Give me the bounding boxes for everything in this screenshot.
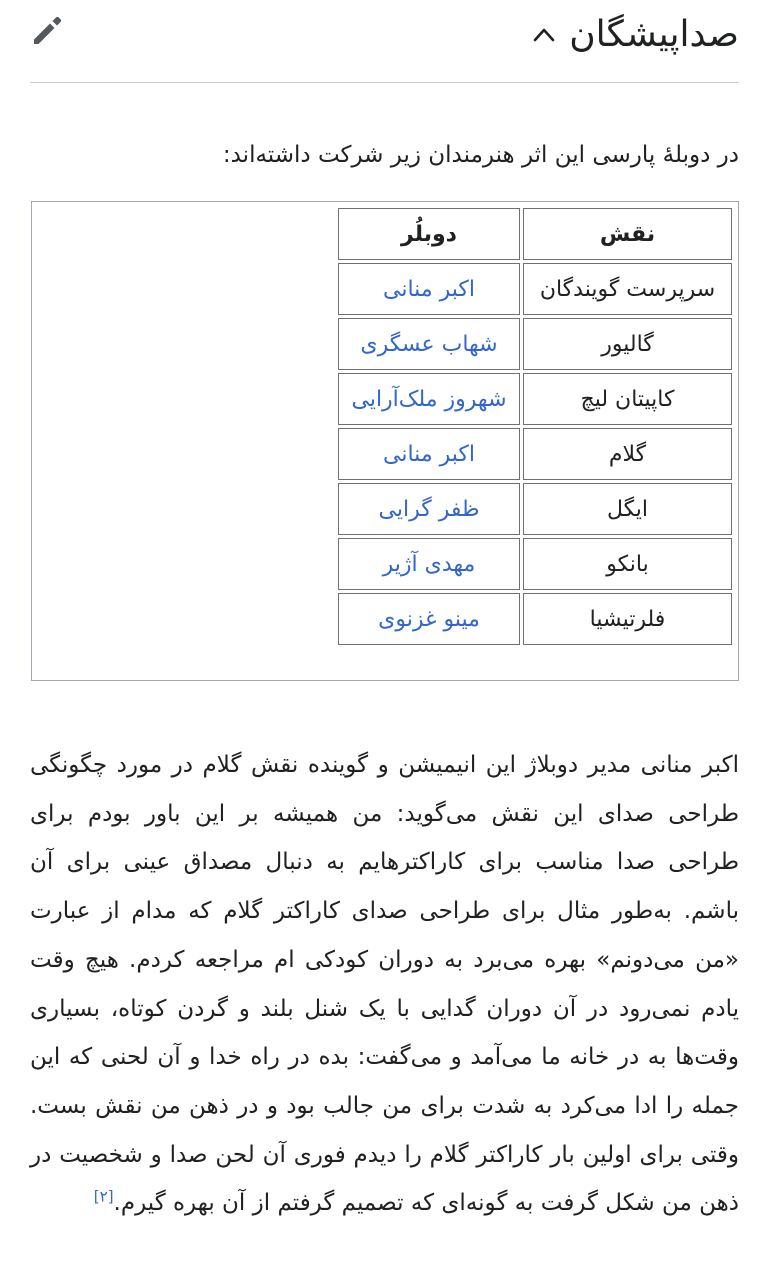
role-cell: گالیور [523, 318, 732, 370]
table-row [338, 483, 732, 535]
table-row [338, 538, 732, 590]
role-cell: کاپیتان لیچ [523, 373, 732, 425]
section-header [30, 0, 739, 83]
header-role: نقش [523, 208, 732, 260]
reference-link[interactable]: [۲] [93, 1187, 114, 1206]
pencil-icon[interactable] [30, 12, 66, 48]
table-header-row [338, 208, 732, 260]
dubber-link[interactable]: اکبر منانی [383, 276, 475, 302]
dubber-link[interactable]: ظفر گرایی [378, 496, 480, 522]
paragraph-text: اکبر منانی مدیر دوبلاژ این انیمیشن و گوینده نقش گلام در مورد چگونگی طراحی صدای این نقش می‌گوید: من همیشه بر این باور بودم برای طراحی صدا مناسب برای کاراکترهایم به دنبال مصداق عینی برای آن باشم. به‌طور مثال برای طراحی صدای کاراکتر گلام که مدام از عبارت «من می‌دونم» بهره می‌برد به دوران کودکی ام مراجعه کردم. هیچ وقت یادم نمی‌رود در آن دوران گدایی با یک شنل بلند و گردن کوتاه، بسیاری وقت‌ها به در خانه ما می‌آمد و می‌گفت: بده در راه خدا و آن لحنی که این جمله را ادا می‌کرد به شدت برای من جالب بود و در ذهن من نقش بست. وقتی برای اولین بار کاراکتر گلام را دیدم فوری آن لحن صدا و شخصیت در ذهن من شکل گرفت به گونه‌ای که تصمیم گرفتم از آن بهره گیرم. [30, 752, 739, 1217]
table-row [338, 318, 732, 370]
role-cell: ایگل [523, 483, 732, 535]
table-row [338, 373, 732, 425]
header-dubber: دوبلُر [338, 208, 520, 260]
dubber-link[interactable]: شهروز ملک‌آرایی [351, 386, 507, 412]
chevron-up-icon[interactable] [531, 22, 557, 48]
section-toggle[interactable] [531, 10, 739, 60]
table-row [338, 593, 732, 645]
table-row [338, 428, 732, 480]
intro-text: در دوبلهٔ پارسی این اثر هنرمندان زیر شرکت داشته‌اند: [222, 142, 739, 168]
cast-table [335, 205, 735, 648]
dubber-link[interactable]: مهدی آژیر [382, 551, 476, 577]
body-paragraph [30, 741, 739, 1228]
role-cell: گلام [523, 428, 732, 480]
section-title: صداپیشگان [569, 14, 739, 55]
table-row [338, 263, 732, 315]
dubber-link[interactable]: مینو غزنوی [378, 606, 480, 632]
dubber-link[interactable]: شهاب عسگری [360, 331, 498, 357]
dubber-link[interactable]: اکبر منانی [383, 441, 475, 467]
role-cell: سرپرست گویندگان [523, 263, 732, 315]
role-cell: فلرتیشیا [523, 593, 732, 645]
role-cell: بانکو [523, 538, 732, 590]
cast-table-container [31, 201, 739, 681]
